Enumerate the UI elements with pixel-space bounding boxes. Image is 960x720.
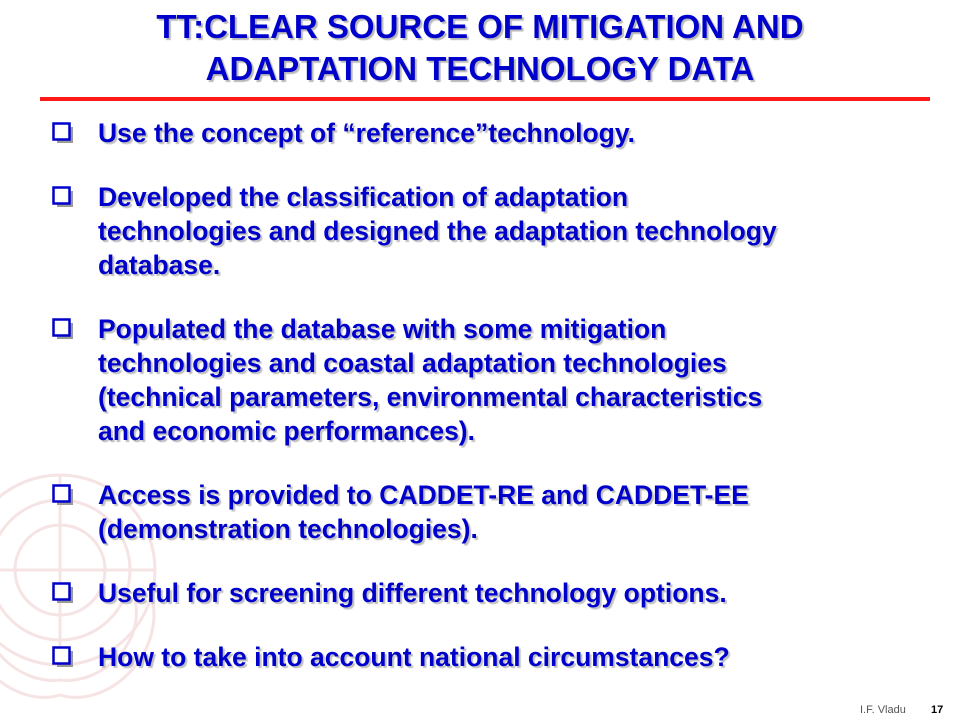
bullet-text-line: How to take into account national circumstances? (98, 642, 730, 672)
slide-title-line: TT:CLEAR SOURCE OF MITIGATION AND (156, 8, 804, 45)
bullet-item (52, 312, 932, 448)
bullet-text-line: (technical parameters, environmental characteristics (98, 382, 763, 412)
checkbox-bullet-icon (52, 122, 74, 144)
bullet-list (52, 116, 932, 674)
page-number: 17 (931, 704, 944, 716)
checkbox-bullet-icon (52, 186, 74, 208)
bullet-text-line: Developed the classification of adaptation (98, 182, 629, 212)
bullet-item (52, 478, 932, 546)
checkbox-bullet-icon (52, 318, 74, 340)
checkbox-bullet-icon (52, 484, 74, 506)
bullet-item (52, 576, 932, 610)
bullet-text-line: Populated the database with some mitigation (98, 314, 667, 344)
checkbox-bullet-icon (52, 646, 74, 668)
bullet-text-line: Useful for screening different technology options. (98, 578, 727, 608)
bullet-text-line: technologies and coastal adaptation technologies (98, 348, 727, 378)
bullet-item (52, 640, 932, 674)
slide-title-line: ADAPTATION TECHNOLOGY DATA (205, 50, 755, 87)
bullet-text-line: Access is provided to CADDET-RE and CADDET-EE (98, 480, 749, 510)
footer-author: I.F. Vladu (860, 704, 906, 716)
bullet-item (52, 116, 932, 150)
bullet-text-line: (demonstration technologies). (98, 514, 478, 544)
checkbox-bullet-icon (52, 582, 74, 604)
slide-title (40, 6, 920, 90)
bullet-item (52, 180, 932, 282)
title-divider (40, 97, 930, 101)
bullet-text-line: and economic performances). (98, 416, 475, 446)
bullet-text-line: database. (98, 250, 221, 280)
bullet-text-line: Use the concept of “reference”technology. (98, 118, 635, 148)
bullet-text-line: technologies and designed the adaptation technology (98, 216, 777, 246)
